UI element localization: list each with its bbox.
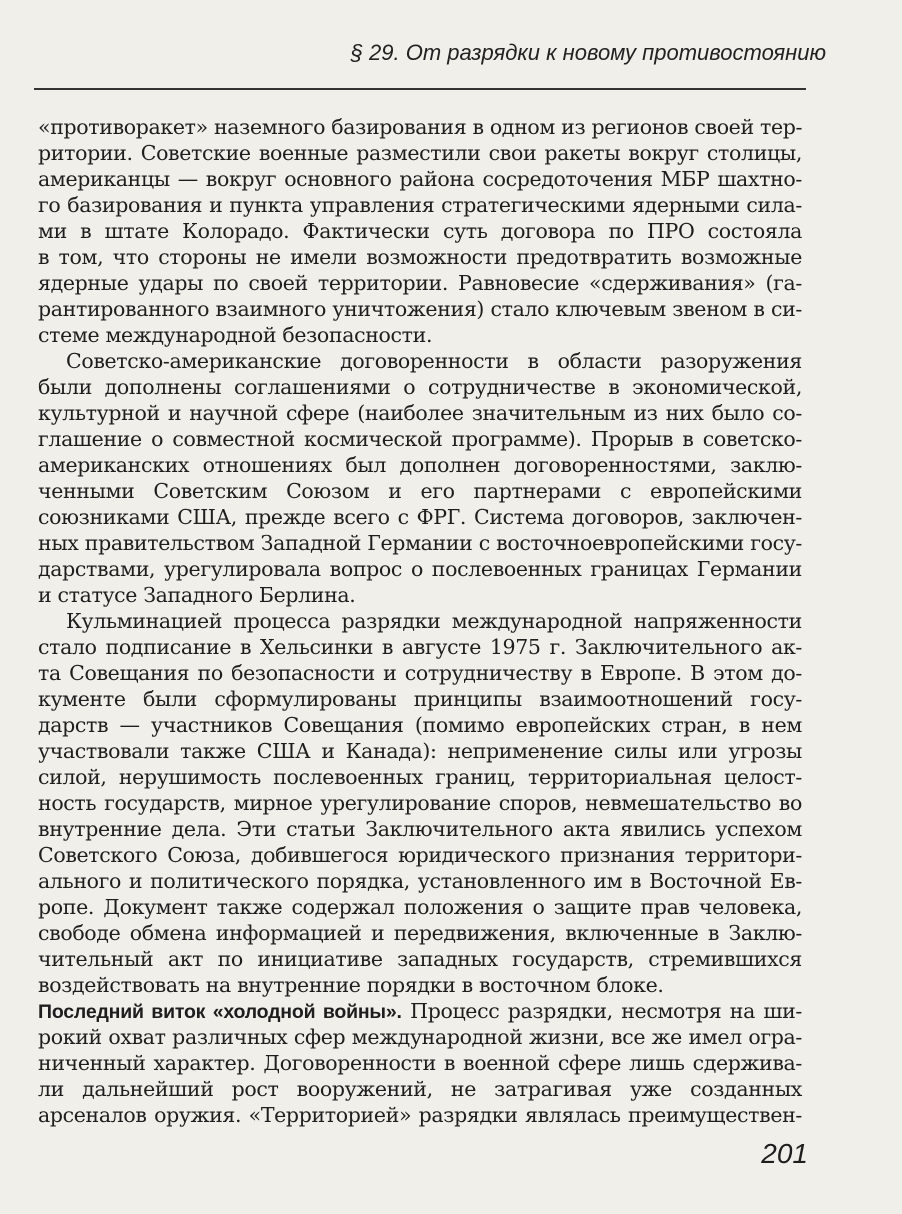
text-line: американских отношениях был дополнен договоренностями, заклю- [38, 453, 802, 477]
text-line: ли дальнейший рост вооружений, не затрагивая уже созданных [38, 1077, 802, 1101]
section-heading: Последний виток «холодной войны». [38, 1001, 402, 1023]
section-first-line [38, 998, 802, 1025]
page-number: 201 [761, 1138, 808, 1169]
text-line: рокий охват различных сфер международной жизни, все же имел огра- [38, 1025, 802, 1049]
text-line: были дополнены соглашениями о сотрудничестве в экономической, [38, 375, 802, 399]
text-line: свободе обмена информацией и передвижения, включенные в Заклю- [38, 921, 802, 945]
text-line: стало подписание в Хельсинки в августе 1975 г. Заключительного ак- [38, 635, 802, 659]
text-line: стеме международной безопасности. [38, 323, 433, 347]
text-line: та Совещания по безопасности и сотрудничеству в Европе. В этом до- [38, 661, 802, 685]
text-line: ных правительством Западной Германии с восточноевропейскими госу- [38, 531, 802, 555]
text-line: рантированного взаимного уничтожения) стало ключевым звеном в си- [38, 297, 802, 321]
text-line: Советско-американские договоренности в области разоружения [66, 349, 802, 373]
text-line: воздействовать на внутренние порядки в восточном блоке. [38, 973, 664, 997]
text-line: арсеналов оружия. «Территорией» разрядки являлась преимуществен- [38, 1103, 802, 1127]
text-line: в том, что стороны не имели возможности предотвратить возможные [38, 245, 802, 269]
text-line: ниченный характер. Договоренности в военной сфере лишь сдержива- [38, 1051, 802, 1075]
text-line: «противоракет» наземного базирования в одном из регионов своей тер- [38, 115, 803, 139]
text-line: силой, нерушимость послевоенных границ, территориальная целост- [38, 765, 802, 789]
text-line: ность государств, мирное урегулирование споров, невмешательство во [38, 791, 802, 815]
text-line: кументе были сформулированы принципы взаимоотношений госу- [38, 687, 802, 711]
text-run: Процесс разрядки, несмотря на ши- [401, 999, 802, 1023]
text-line: ченными Советским Союзом и его партнерами с европейскими [38, 479, 802, 503]
header-rule [34, 88, 806, 90]
text-line: внутренние дела. Эти статьи Заключительного акта явились успехом [38, 817, 802, 841]
text-line: дарств — участников Совещания (помимо европейских стран, в нем [38, 713, 802, 737]
text-line: дарствами, урегулировала вопрос о послевоенных границах Германии [38, 557, 802, 581]
text-line: ми в штате Колорадо. Фактически суть договора по ПРО состояла [38, 219, 802, 243]
text-line: ального и политического порядка, установленного им в Восточной Ев- [38, 869, 802, 893]
text-line: Кульминацией процесса разрядки международной напряженности [66, 609, 802, 633]
text-line: глашение о совместной космической программе). Прорыв в советско- [38, 427, 802, 451]
text-line: ритории. Советские военные разместили свои ракеты вокруг столицы, [38, 141, 802, 165]
text-line: го базирования и пункта управления стратегическими ядерными сила- [38, 193, 802, 217]
text-line: ядерные удары по своей территории. Равновесие «сдерживания» (га- [38, 271, 802, 295]
text-line: союзниками США, прежде всего с ФРГ. Система договоров, заключен- [38, 505, 802, 529]
text-line: культурной и научной сфере (наиболее значительным из них было со- [38, 401, 802, 425]
text-line: участвовали также США и Канада): неприменение силы или угрозы [38, 739, 802, 763]
text-line: Советского Союза, добившегося юридического признания территори- [38, 843, 802, 867]
text-line: чительный акт по инициативе западных государств, стремившихся [38, 947, 802, 971]
text-line: и статусе Западного Берлина. [38, 583, 356, 607]
running-header: § 29. От разрядки к новому противостоянию [350, 40, 826, 65]
text-line: американцы — вокруг основного района сосредоточения МБР шахтно- [38, 167, 802, 191]
text-line: ропе. Документ также содержал положения о защите прав человека, [38, 895, 802, 919]
